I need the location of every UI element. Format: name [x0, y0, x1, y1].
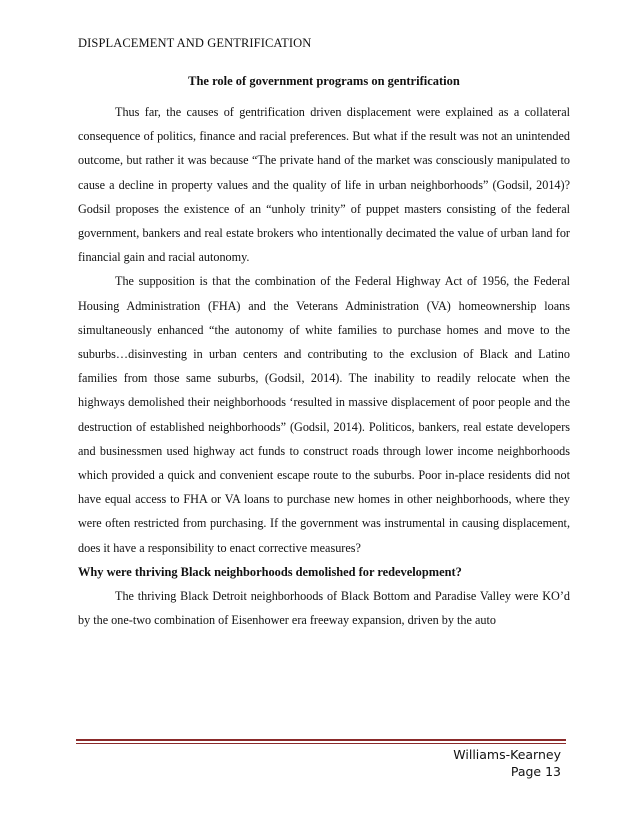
footer-rule — [76, 739, 566, 741]
paragraph-1: Thus far, the causes of gentrification driven displacement were explained as a collateral consequence of politics, finance and racial preferences. But what if the result was not an unintended outcome, but rather it was because “The private hand of the market was consciously manipulated to cause a decline in property values and the quality of life in urban neighborhoods” (Godsil, 2014)? Godsil proposes the existence of an “unholy trinity” of puppet masters consisting of the federal government, bankers and real estate brokers who intentionally decimated the value of urban land for financial gain and racial autonomy. — [78, 105, 570, 265]
page-number: Page 13 — [510, 764, 561, 779]
section-title: The role of government programs on gentrification — [188, 74, 460, 88]
page-footer — [453, 746, 561, 780]
paragraph-3: The thriving Black Detroit neighborhoods of Black Bottom and Paradise Valley were KO’d by the one-two combination of Eisenhower era freeway expansion, driven by the auto — [78, 589, 570, 628]
subheading: Why were thriving Black neighborhoods demolished for redevelopment? — [78, 564, 462, 579]
footer-rule-secondary — [76, 743, 566, 744]
body-text — [78, 67, 570, 632]
running-head: DISPLACEMENT AND GENTRIFICATION — [78, 36, 312, 50]
footer-author: Williams-Kearney — [453, 747, 561, 762]
paragraph-2: The supposition is that the combination of the Federal Highway Act of 1956, the Federal Housing Administration (FHA) and the Veterans Administration (VA) homeownership loans simultaneously enhanced “the autonomy of white families to purchase homes and move to the suburbs…disinvesting in urban centers and contributing to the exclusion of Black and Latino families from those same suburbs, (Godsil, 2014). The inability to readily relocate when the highways demolished their neighborhoods ‘resulted in massive displacement of poor people and the destruction of established neighborhoods” (Godsil, 2014). Politicos, bankers, real estate developers and businessmen used highway act funds to construct roads through lower income neighborhoods which provided a quick and convenient escape route to the suburbs. Poor in-place residents did not have equal access to FHA or VA loans to purchase new homes in other neighborhoods, where they were often restricted from purchasing. If the government was instrumental in causing displacement, does it have a responsibility to enact corrective measures? — [78, 274, 570, 555]
